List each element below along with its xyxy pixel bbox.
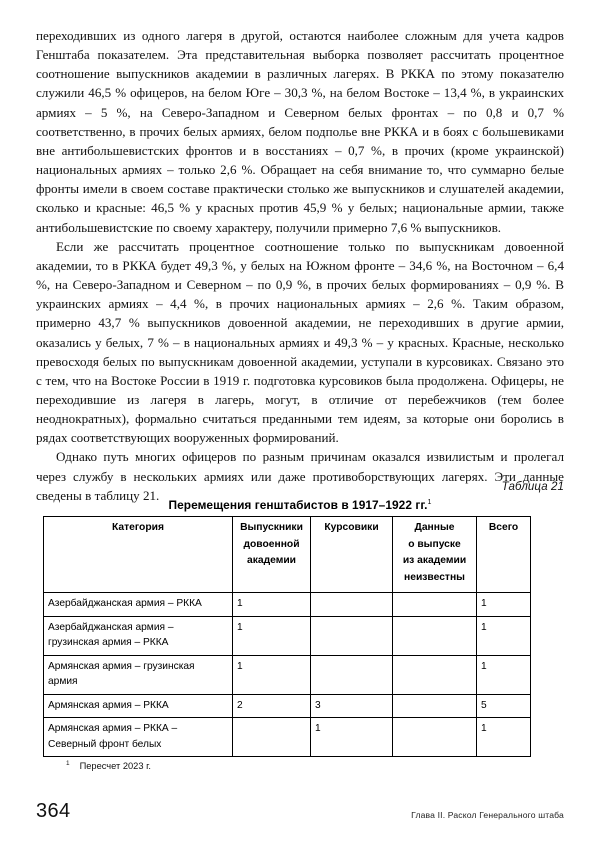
cell-category-line-1: Азербайджанская армия – <box>48 621 174 633</box>
cell-unknown <box>393 593 477 617</box>
cell-graduates: 1 <box>233 616 311 655</box>
cell-unknown <box>393 616 477 655</box>
table-row <box>44 593 531 617</box>
genstab-movements-table <box>43 516 531 757</box>
footnote-marker: 1 <box>66 760 70 767</box>
page-number: 364 <box>36 800 71 822</box>
cell-total: 1 <box>477 593 531 617</box>
column-header-graduates-line-2: довоенной <box>243 538 300 550</box>
column-header-category-line-1: Категория <box>112 522 164 533</box>
paragraph-2: Если же рассчитать процентное соотношение только по выпускникам довоенной академии, то в РККА будет 49,3 %, у белых на Южном фронте – 34,6 %, на Восточном – 6,4 %, на Северо-Западном и Северном – по 0,9 %, в прочих белых формированиях – 0,9 %. В украинских армиях – 4,4 %, в прочих национальных армиях – 2,6 %. Таким образом, примерно 43,7 % выпускников довоенной академии, не переходивших в другие армии, оказались у белых, 7 % – в национальных армиях и 49,3 % – у красных. Красные, несколько превосходя белых по выпускникам довоенной академии, уступали в курсовиках. Связано это с тем, что на Востоке России в 1919 г. подготовка курсовиков была продолжена. Офицеры, не переходившие из лагеря в лагерь, могут, в отличие от перебежчиков (тем более неоднократных), формально считаться преданными тем идеям, за которые они боролись в рядах соответствующих вооруженных формирований. <box>36 238 564 446</box>
cell-category <box>44 694 233 718</box>
paragraph-3: Однако путь многих офицеров по разным причинам оказался извилистым и пролегал через службу в нескольких армиях или даже противоборствующих лагерях. Эти данные сведены в таблицу 21. <box>36 449 564 503</box>
table-row <box>44 694 531 718</box>
column-header-graduates-line-3: академии <box>246 555 296 566</box>
table-body <box>44 593 531 757</box>
cell-category-line-1: Армянская армия – РККА <box>48 699 169 711</box>
cell-graduates: 1 <box>233 655 311 694</box>
column-header-unknown <box>393 517 477 593</box>
body-text-block <box>36 26 564 505</box>
cell-graduates: 1 <box>233 593 311 617</box>
table-header <box>44 517 531 593</box>
running-head: Глава II. Раскол Генерального штаба <box>411 810 564 820</box>
cell-kursoviki <box>311 616 393 655</box>
table-number-label: Таблица 21 <box>501 481 564 493</box>
table-title <box>0 498 600 512</box>
table-row <box>44 718 531 757</box>
column-header-graduates <box>233 517 311 593</box>
footnote-separator-rule <box>66 756 149 757</box>
cell-graduates: 2 <box>233 694 311 718</box>
column-header-kursoviki <box>311 517 393 593</box>
column-header-unknown-line-2: о выпуске <box>408 538 461 550</box>
table-header-row <box>44 517 531 593</box>
cell-unknown <box>393 655 477 694</box>
cell-category <box>44 616 233 655</box>
cell-total: 1 <box>477 655 531 694</box>
cell-kursoviki <box>311 593 393 617</box>
column-header-unknown-line-4: неизвестны <box>404 571 465 583</box>
cell-category-line-2: армия <box>48 676 78 687</box>
column-header-graduates-line-1: Выпускники <box>240 522 303 533</box>
table-row <box>44 655 531 694</box>
column-header-kursoviki-line-1: Курсовики <box>324 522 379 533</box>
cell-kursoviki <box>311 655 393 694</box>
cell-category-line-1: Азербайджанская армия – РККА <box>48 598 202 609</box>
cell-kursoviki: 1 <box>311 718 393 757</box>
cell-total: 5 <box>477 694 531 718</box>
cell-category-line-1: Армянская армия – грузинская <box>48 660 195 672</box>
cell-category <box>44 718 233 757</box>
cell-category <box>44 593 233 617</box>
cell-graduates <box>233 718 311 757</box>
column-header-category <box>44 517 233 593</box>
cell-kursoviki: 3 <box>311 694 393 718</box>
cell-total: 1 <box>477 718 531 757</box>
footnote-text: Пересчет 2023 г. <box>79 761 151 771</box>
cell-category <box>44 655 233 694</box>
column-header-total-line-1: Всего <box>488 522 519 533</box>
table-title-footnote-marker: 1 <box>427 499 432 506</box>
column-header-total <box>477 517 531 593</box>
cell-category-line-1: Армянская армия – РККА – <box>48 723 178 734</box>
table-row <box>44 616 531 655</box>
table-title-text: Перемещения генштабистов в 1917–1922 гг. <box>168 498 428 512</box>
column-header-unknown-line-3: из академии <box>402 555 467 566</box>
cell-unknown <box>393 718 477 757</box>
paragraph-1: переходивших из одного лагеря в другой, остаются наиболее сложным для учета кадров Генштаба показателем. Эта представительная выборка позволяет рассчитать процентное соотношение выпускников академии в различных лагерях. В РККА по этому показателю служили 46,5 % офицеров, на белом Юге – 30,3 %, на белом Востоке – 13,4 %, в украинских армиях – 5 %, на Северо-Западном и Северном белых фронтах – по 0,8 и 0,7 % соответственно, в прочих белых армиях, белом подполье вне РККА и в боях с большевиками вне антибольшевистских фронтов и в восстаниях – 0,7 %, в прочих (кроме украинской) национальных армиях – только 2,6 %. Обращает на себя внимание то, что суммарно белые фронты имели в своем составе практически столько же выпускников и слушателей академии, сколько и красные: 46,5 % у красных против 45,9 % у белых; национальные армии, также антибольшевистские по своему характеру, получили примерно 7,6 % выпускников. <box>36 28 564 235</box>
cell-category-line-2: грузинская армия – РККА <box>48 637 169 648</box>
cell-total: 1 <box>477 616 531 655</box>
cell-category-line-2: Северный фронт белых <box>48 738 162 750</box>
cell-unknown <box>393 694 477 718</box>
footnote <box>66 760 151 771</box>
column-header-unknown-line-1: Данные <box>414 522 455 533</box>
